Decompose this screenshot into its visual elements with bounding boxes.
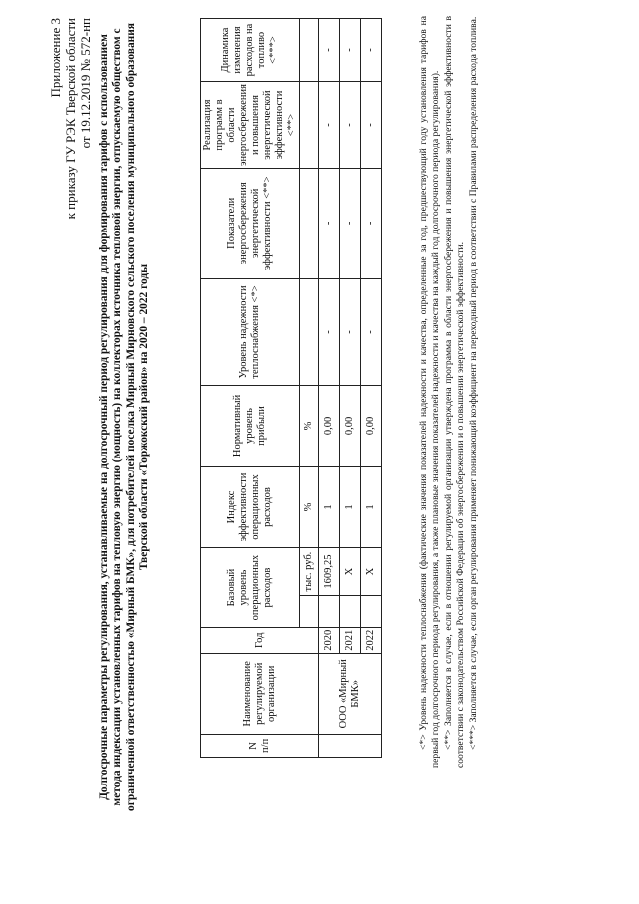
document-title: Долгосрочные параметры регулирования, устанавливаемые на долгосрочный период регулирования для формирования тарифов с использованием метода индексации установленных тарифов на тепловую энергию (мощность) на коллекторах источника тепловой энергии, отпускаемую обществом с ограниченной ответственностью «Мирный БМК», для потребителей поселка Мирный Мирновского сельского поселения муниципального образования Тверской области «Торжокский район» на 2020 – 2022 годы [98,23,150,811]
cell-fuel: - [340,19,361,82]
footnotes [418,16,480,768]
header-reliability: Уровень надежности теплоснабжения <*> [201,278,300,386]
cell-year: 2022 [361,627,382,653]
approval-line-appendix: Приложение 3 [48,18,63,98]
cell-reliability: - [340,278,361,386]
footnote-reliability: <*> Уровень надежности теплоснабжения (фактические значения показателей надежности и качества, определенные за год, предшествующий году установления тарифов на первый год долгосрочного периода регулирования, а также плановые значения показателей надежности и качества на каждый год долгосрочного периода регулирования). [418,16,442,768]
approval-block [48,18,93,344]
header-profit: Нормативный уровень прибыли [201,386,300,466]
cell-base-blank [319,595,340,627]
cell-num [319,734,382,757]
footnote-energy: <**> Заполняется в случае, если в отношении регулируемой организации утверждена программа в области энергосбережения и повышения энергетической эффективности в соответствии с законодательством Российской Федерации об энергосбережении и о повышении энергетической эффективности. [442,16,467,768]
cell-index: 1 [319,466,340,548]
cell-org: ООО «Мирный БМК» [319,653,382,734]
cell-energy: - [361,169,382,279]
table-row [319,19,340,758]
unit-base-blank [300,595,319,627]
cell-base-blank [340,595,361,627]
header-num: N п/п [201,734,319,757]
cell-fuel: - [319,19,340,82]
header-fuel: Динамика изменения расходов на топливо <***> [201,19,300,82]
cell-base: Х [340,548,361,595]
cell-profit: 0,00 [361,386,382,466]
cell-base: 1609,25 [319,548,340,595]
approval-line-order: к приказу ГУ РЭК Тверской области [63,18,78,220]
cell-year: 2020 [319,627,340,653]
header-index: Индекс эффективности операционных расходов [201,466,300,548]
header-energy: Показатели энергосбережения энергетической эффективности <**> [201,169,300,279]
cell-program: - [319,82,340,169]
unit-index: % [300,466,319,548]
cell-base: Х [361,548,382,595]
footnote-fuel: <***> Заполняется в случае, если орган регулирования применяет понижающий коэффициент на переходный период в соответствии с Правилами распределения расхода топлива. [467,16,479,750]
header-program: Реализация программ в области энергосбережения и повышения энергетической эффективности <**> [201,82,300,169]
cell-index: 1 [340,466,361,548]
cell-profit: 0,00 [340,386,361,466]
unit-profit: % [300,386,319,466]
cell-program: - [361,82,382,169]
cell-year: 2021 [340,627,361,653]
table-row [361,19,382,758]
approval-line-date: от 19.12.2019 № 572-нп [78,18,93,149]
cell-profit: 0,00 [319,386,340,466]
cell-reliability: - [319,278,340,386]
cell-index: 1 [361,466,382,548]
cell-fuel: - [361,19,382,82]
parameters-table [200,18,382,758]
cell-reliability: - [361,278,382,386]
cell-energy: - [340,169,361,279]
header-base: Базовый уровень операционных расходов [201,548,300,627]
table-row [340,19,361,758]
header-org: Наименование регулируемой организации [201,653,319,734]
cell-base-blank [361,595,382,627]
header-year: Год [201,627,319,653]
unit-base: тыс. руб. [300,548,319,595]
cell-energy: - [319,169,340,279]
cell-program: - [340,82,361,169]
